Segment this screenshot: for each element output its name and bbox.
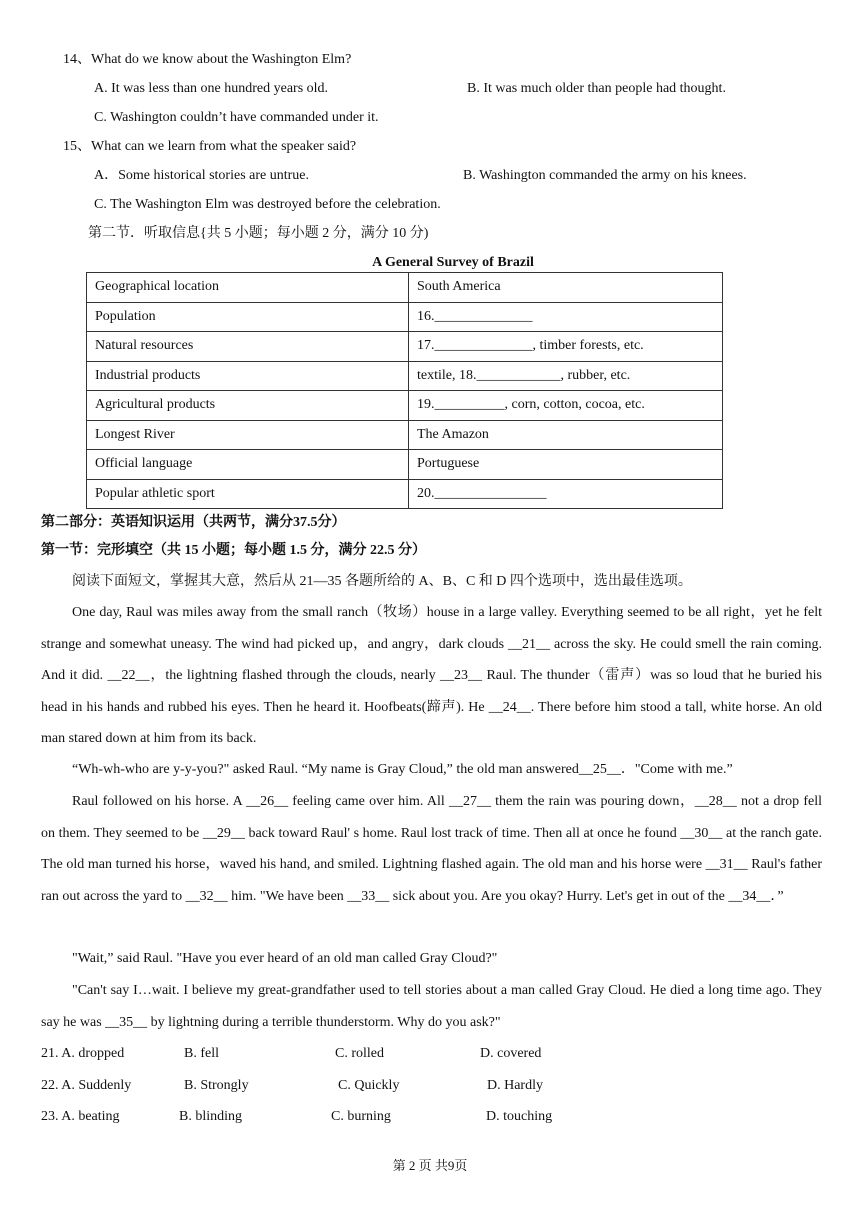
- row-label: Official language: [87, 450, 409, 480]
- row-value: 20.________________: [409, 479, 723, 509]
- row-value: Portuguese: [409, 450, 723, 480]
- q14-option-b: B. It was much older than people had thought.: [467, 81, 726, 96]
- cloze-instruction: 阅读下面短文，掌握其大意，然后从 21—35 各题所给的 A、B、C 和 D 四个选项中，选出最佳选项。: [72, 574, 692, 589]
- row-value: 19.__________, corn, cotton, cocoa, etc.: [409, 391, 723, 421]
- passage-paragraph-3: Raul followed on his horse. A __26__ feeling came over him. All __27__ them the rain was pouring down，__28__ not a drop fell on them. They seemed to be __29__ back toward Raul' s home. Raul lost track of time. Then all at once he found __30__ at the ranch gate. The old man turned his horse，waved his hand, and smiled. Lightning flashed again. The old man and his horse were __31__ Raul's father ran out across the yard to __32__ him. "We have been __33__ sick about you. Are you okay? Hurry. Let's get in out of the __34__．”: [41, 794, 822, 904]
- brazil-survey-table: [86, 272, 723, 509]
- q22-option-d: D. Hardly: [487, 1078, 543, 1093]
- q21-option-a: 21. A. dropped: [41, 1046, 125, 1061]
- q21-option-c: C. rolled: [335, 1046, 384, 1061]
- q23-option-b: B. blinding: [179, 1109, 243, 1124]
- table-row: [87, 361, 723, 391]
- q23-option-a: 23. A. beating: [41, 1109, 120, 1124]
- table-title: A General Survey of Brazil: [372, 255, 534, 270]
- q23-option-d: D. touching: [486, 1109, 553, 1124]
- q21-option-d: D. covered: [480, 1046, 542, 1061]
- q15-option-c: C. The Washington Elm was destroyed before the celebration.: [94, 197, 441, 212]
- q14-stem: 14、What do we know about the Washington Elm?: [63, 52, 352, 67]
- q23-option-c: C. burning: [331, 1109, 391, 1124]
- q21-option-b: B. fell: [184, 1046, 219, 1061]
- passage-paragraph-5: "Can't say I…wait. I believe my great-grandfather used to tell stories about a man called Gray Cloud. He died a long time ago. They say he was __35__ by lightning during a terrible thunderstorm. Why do you ask?": [41, 983, 822, 1030]
- q22-option-b: B. Strongly: [184, 1078, 249, 1093]
- table-row: [87, 332, 723, 362]
- section1-heading: 第一节：完形填空（共 15 小题；每小题 1.5 分，满分 22.5 分）: [41, 543, 426, 558]
- row-value: 16.______________: [409, 302, 723, 332]
- row-label: Geographical location: [87, 273, 409, 303]
- row-label: Agricultural products: [87, 391, 409, 421]
- row-value: South America: [409, 273, 723, 303]
- q22-option-a: 22. A. Suddenly: [41, 1078, 132, 1093]
- section2-heading: 第二节．听取信息{共 5 小题；每小题 2 分，满分 10 分): [88, 226, 429, 241]
- part2-heading: 第二部分：英语知识运用（共两节，满分37.5分）: [41, 515, 346, 530]
- row-value: textile, 18.____________, rubber, etc.: [409, 361, 723, 391]
- q15-option-a: A．Some historical stories are untrue.: [94, 168, 310, 183]
- q14-option-a: A. It was less than one hundred years old.: [94, 81, 329, 96]
- page-footer: 第 2 页 共9页: [392, 1158, 468, 1173]
- row-value: The Amazon: [409, 420, 723, 450]
- table-row: [87, 302, 723, 332]
- table-row: [87, 273, 723, 303]
- table-row: [87, 420, 723, 450]
- passage-paragraph-2: “Wh-wh-who are y-y-you?" asked Raul. “My name is Gray Cloud,” the old man answered__25__．"Come with me.”: [72, 762, 733, 777]
- table-row: [87, 479, 723, 509]
- table-row: [87, 391, 723, 421]
- passage-paragraph-4: "Wait,” said Raul. "Have you ever heard of an old man called Gray Cloud?": [72, 951, 498, 966]
- row-label: Natural resources: [87, 332, 409, 362]
- q15-option-b: B. Washington commanded the army on his knees.: [463, 168, 747, 183]
- q14-option-c: C. Washington couldn’t have commanded under it.: [94, 110, 379, 125]
- q22-option-c: C. Quickly: [338, 1078, 400, 1093]
- row-label: Population: [87, 302, 409, 332]
- row-label: Longest River: [87, 420, 409, 450]
- row-label: Popular athletic sport: [87, 479, 409, 509]
- q15-stem: 15、What can we learn from what the speaker said?: [63, 139, 357, 154]
- row-value: 17.______________, timber forests, etc.: [409, 332, 723, 362]
- passage-paragraph-1: One day, Raul was miles away from the small ranch（牧场）house in a large valley. Everything seemed to be all right，yet he felt strange and somewhat uneasy. The wind had picked up，and angry，dark clouds __21__ across the sky. He could smell the rain coming. And it did. __22__，the lightning flashed through the clouds, nearly __23__ Raul. The thunder（雷声）was so loud that he buried his head in his hands and rubbed his eyes. Then he heard it. Hoofbeats(蹄声). He __24__. There before him stood a tall, white horse. An old man stared down at him from its back.: [41, 605, 822, 746]
- table-row: [87, 450, 723, 480]
- row-label: Industrial products: [87, 361, 409, 391]
